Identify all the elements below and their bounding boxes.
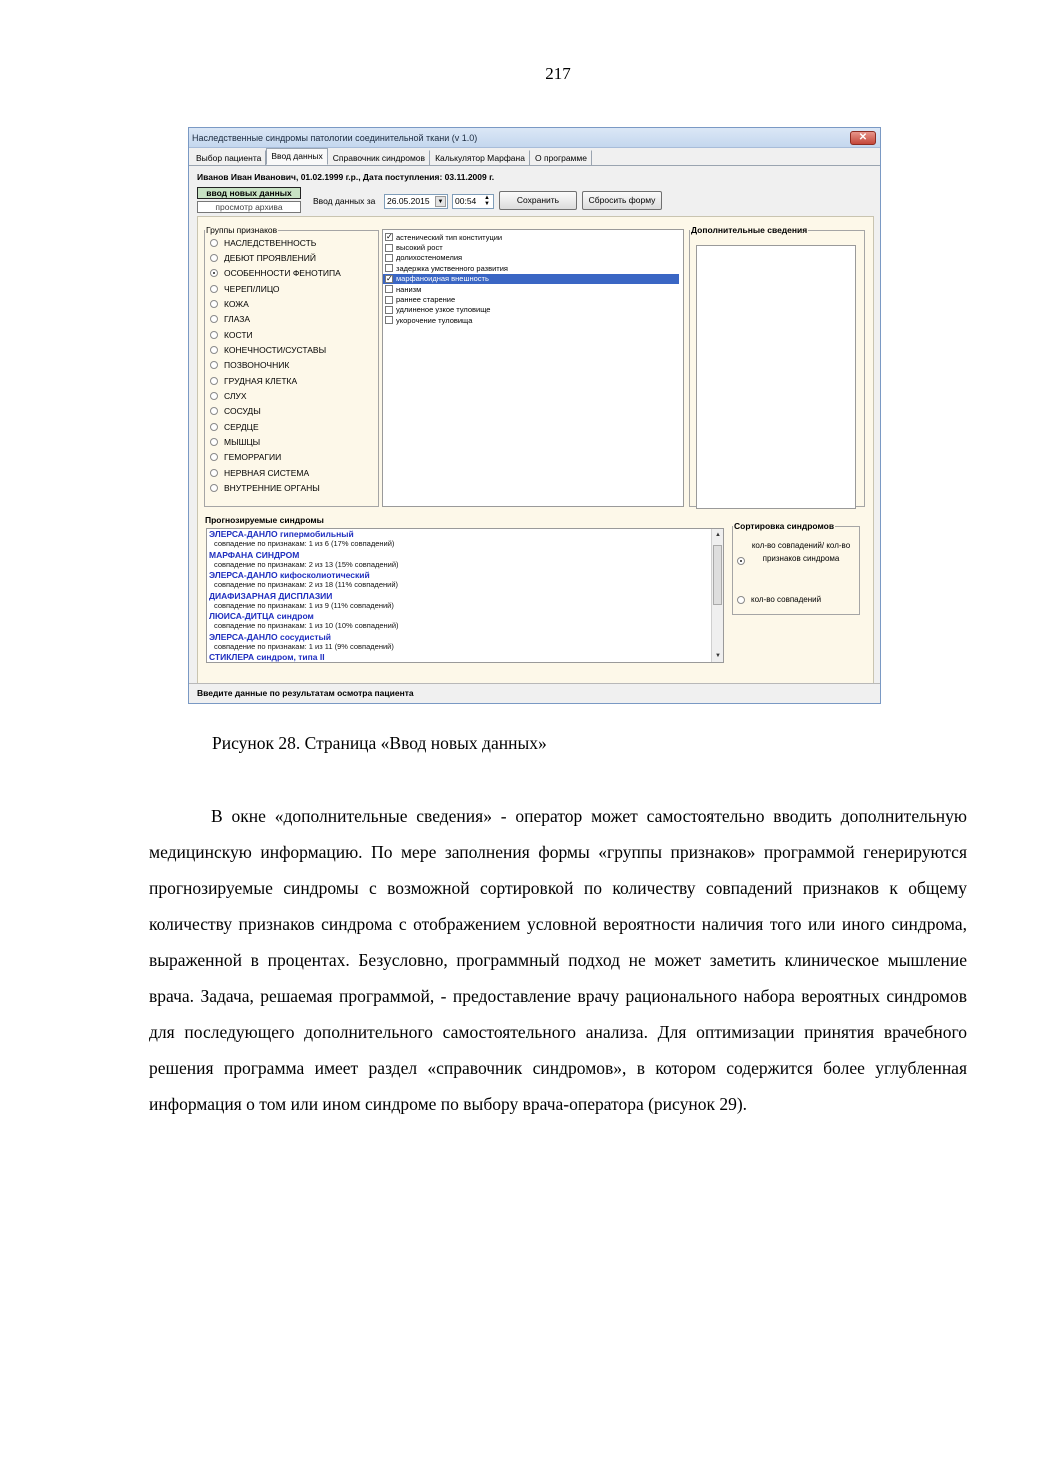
patient-info: Иванов Иван Иванович, 01.02.1999 г.р., Дата поступления: 03.11.2009 г.	[197, 172, 495, 182]
chevron-down-icon[interactable]: ▼	[435, 196, 446, 207]
body-paragraph: В окне «дополнительные сведения» - оператор может самостоятельно вводить дополнительную медицинскую информацию. По мере заполнения формы «группы признаков» программой генерируются прогнозируемые синдромы с возможной сортировкой по количеству совпадений признаков к общему количеству признаков синдрома с отображением условной вероятности наличия того или иного синдрома, выраженной в процентах. Безусловно, программный подход не может заметить клиническое мышление врача. Задача, решаемая программой, - предоставление врачу рационального набора вероятных синдромов для последующего дополнительного самостоятельного анализа. Для оптимизации принятия врачебного решения программа имеет раздел «справочник синдромов», в котором содержится более углубленная информация о том или ином синдроме по выбору врача-оператора (рисунок 29).	[149, 806, 967, 1114]
feature-label: марфаноидная внешность	[396, 274, 489, 284]
features-checklist	[382, 229, 684, 507]
tab-patient-select[interactable]: Выбор пациента	[191, 150, 266, 165]
predicted-syndromes-list[interactable]	[206, 528, 724, 663]
checkbox[interactable]	[385, 316, 393, 324]
syndrome-entry[interactable]	[207, 570, 723, 591]
feature-group-item[interactable]	[205, 481, 378, 496]
feature-groups-legend: Группы признаков	[206, 225, 278, 235]
feature-group-item[interactable]	[205, 434, 378, 449]
feature-label: астенический тип конституции	[396, 232, 503, 242]
checkbox[interactable]	[385, 285, 393, 293]
feature-label: раннее старение	[396, 295, 456, 305]
feature-group-label: КОСТИ	[224, 329, 253, 340]
radio-button[interactable]	[210, 361, 218, 369]
feature-group-list	[205, 235, 378, 496]
feature-group-item[interactable]	[205, 358, 378, 373]
radio-button[interactable]	[210, 285, 218, 293]
tab-about[interactable]: О программе	[530, 150, 592, 165]
feature-item[interactable]	[383, 284, 683, 294]
feature-group-item[interactable]	[205, 342, 378, 357]
time-picker[interactable]	[452, 194, 494, 209]
feature-group-item[interactable]	[205, 296, 378, 311]
radio-button[interactable]	[210, 453, 218, 461]
feature-group-label: НАСЛЕДСТВЕННОСТЬ	[224, 237, 317, 248]
sort-syndromes-box	[732, 521, 860, 615]
feature-group-item[interactable]	[205, 235, 378, 250]
tab-marfan-calculator[interactable]: Калькулятор Марфана	[430, 150, 530, 165]
sort-option-ratio-label: кол-во совпадений/ кол-во признаков синдрома	[751, 541, 851, 563]
feature-group-label: ДЕБЮТ ПРОЯВЛЕНИЙ	[224, 253, 317, 264]
checkbox-checked[interactable]: ✓	[386, 273, 393, 283]
reset-form-button[interactable]: Сбросить форму	[582, 191, 662, 210]
radio-button[interactable]	[210, 423, 218, 431]
syndrome-match-detail: совпадение по признакам: 1 из 10 (10% совпадений)	[214, 621, 399, 630]
checkbox[interactable]	[385, 296, 393, 304]
radio-button[interactable]	[210, 239, 218, 247]
archive-view-button[interactable]: просмотр архива	[197, 201, 301, 213]
syndrome-name: ДИАФИЗАРНАЯ ДИСПЛАЗИИ	[209, 590, 333, 601]
feature-label: удлиненое узкое туловище	[396, 305, 491, 315]
syndrome-match-detail: совпадение по признакам: 2 из 18 (11% совпадений)	[214, 580, 399, 589]
radio-button[interactable]	[210, 300, 218, 308]
feature-group-label: ГРУДНАЯ КЛЕТКА	[224, 375, 298, 386]
date-label: Ввод данных за	[313, 196, 376, 206]
page-number: 217	[545, 64, 571, 83]
syndrome-name: ЛЮИСА-ДИТЦА синдром	[209, 611, 314, 621]
tab-syndrome-reference[interactable]: Справочник синдромов	[328, 150, 430, 165]
syndrome-match-detail: совпадение по признакам: 1 из 6 (17% совпадений)	[214, 539, 395, 548]
feature-item[interactable]	[383, 232, 683, 242]
extra-info-textarea[interactable]	[696, 245, 856, 509]
feature-group-item[interactable]	[205, 250, 378, 265]
date-picker[interactable]	[384, 194, 448, 209]
window-title: Наследственные синдромы патологии соединительной ткани (v 1.0)	[192, 132, 478, 143]
feature-group-label: ВНУТРЕННИЕ ОРГАНЫ	[224, 483, 320, 494]
sort-syndromes-legend: Сортировка синдромов	[734, 521, 835, 531]
syndrome-name: ЭЛЕРСА-ДАНЛО гипермобильный	[209, 529, 354, 539]
sort-option-ratio[interactable]	[737, 539, 855, 565]
radio-button[interactable]	[210, 346, 218, 354]
radio-button[interactable]	[210, 315, 218, 323]
feature-group-label: ЧЕРЕП/ЛИЦО	[224, 283, 280, 294]
feature-group-item[interactable]	[205, 373, 378, 388]
radio-button[interactable]	[210, 438, 218, 446]
radio-button[interactable]	[210, 484, 218, 492]
date-value: 26.05.2015	[387, 196, 430, 206]
time-value: 00:54	[455, 196, 477, 206]
feature-item[interactable]	[383, 305, 683, 315]
feature-label: задержка умственного развития	[396, 263, 508, 273]
feature-group-label: ГЛАЗА	[224, 314, 251, 325]
syndrome-entry[interactable]	[207, 632, 723, 653]
feature-item[interactable]	[383, 253, 683, 263]
feature-group-item[interactable]	[205, 450, 378, 465]
tab-data-entry[interactable]: Ввод данных	[266, 148, 327, 165]
feature-label: долихостеномелия	[396, 253, 463, 263]
checkbox[interactable]	[385, 306, 393, 314]
syndrome-name: МАРФАНА СИНДРОМ	[209, 549, 300, 560]
window-titlebar	[189, 128, 880, 148]
extra-info-legend: Дополнительные сведения	[691, 225, 808, 235]
radio-count[interactable]	[737, 596, 745, 604]
sort-option-count-label: кол-во совпадений	[751, 595, 822, 604]
feature-group-item[interactable]	[205, 327, 378, 342]
feature-groups-box	[204, 225, 379, 507]
close-icon[interactable]: ✕	[850, 131, 876, 145]
feature-label: нанизм	[396, 284, 422, 294]
sort-option-count[interactable]	[737, 593, 821, 606]
feature-group-label: ПОЗВОНОЧНИК	[224, 360, 290, 371]
syndrome-match-detail: совпадение по признакам: 1 из 11 (9% совпадений)	[214, 641, 394, 651]
radio-ratio[interactable]	[737, 557, 745, 565]
feature-item[interactable]	[383, 242, 683, 252]
radio-button[interactable]	[210, 269, 218, 277]
syndrome-name: ЭЛЕРСА-ДАНЛО сосудистый	[209, 631, 332, 642]
scroll-thumb[interactable]	[713, 545, 722, 605]
syndrome-match-detail: совпадение по признакам: 2 из 13 (15% совпадений)	[214, 559, 399, 569]
radio-button[interactable]	[210, 392, 218, 400]
checkbox-checked[interactable]: ✓	[386, 232, 393, 242]
feature-label: высокий рост	[396, 243, 443, 253]
feature-group-item[interactable]	[205, 312, 378, 327]
scroll-down-icon[interactable]: ▼	[715, 653, 721, 659]
syndrome-entry[interactable]	[207, 591, 723, 612]
content-panel	[197, 216, 874, 694]
feature-group-item[interactable]	[205, 388, 378, 403]
feature-item[interactable]	[383, 263, 683, 273]
syndrome-name: СТИКЛЕРА синдром, типа II	[209, 652, 325, 662]
syndrome-entry[interactable]	[207, 652, 723, 662]
feature-group-item[interactable]	[205, 281, 378, 296]
checkbox[interactable]	[385, 254, 393, 262]
radio-button[interactable]	[210, 407, 218, 415]
status-bar: Введите данные по результатам осмотра пациента	[189, 683, 880, 703]
feature-group-label: ОСОБЕННОСТИ ФЕНОТИПА	[224, 268, 341, 279]
radio-button[interactable]	[210, 254, 218, 262]
syndrome-entry[interactable]	[207, 611, 723, 632]
syndrome-entry[interactable]	[207, 550, 723, 571]
feature-group-label: МЫШЦЫ	[224, 437, 261, 448]
feature-item[interactable]	[383, 315, 683, 325]
tab-bar	[189, 150, 880, 166]
feature-group-label: СЛУХ	[224, 391, 247, 402]
feature-group-item[interactable]	[205, 404, 378, 419]
spinner-icon[interactable]: ▲ ▼	[484, 195, 490, 207]
feature-group-label: СЕРДЦЕ	[224, 421, 259, 432]
feature-group-item[interactable]	[205, 419, 378, 434]
new-data-button[interactable]: ввод новых данных	[197, 187, 301, 199]
feature-label: укорочение туловища	[396, 315, 473, 325]
extra-info-box	[689, 225, 865, 507]
radio-button[interactable]	[210, 331, 218, 339]
save-button[interactable]: Сохранить	[499, 191, 577, 210]
radio-button[interactable]	[210, 377, 218, 385]
syndrome-entry[interactable]	[207, 529, 723, 550]
feature-group-item[interactable]	[205, 266, 378, 281]
feature-item[interactable]	[383, 274, 679, 284]
checkbox[interactable]	[385, 264, 393, 272]
scrollbar[interactable]	[711, 529, 723, 662]
radio-button[interactable]	[210, 469, 218, 477]
syndrome-name: ЭЛЕРСА-ДАНЛО кифосколиотический	[209, 570, 370, 580]
app-window-screenshot	[188, 127, 881, 704]
feature-group-label: КОНЕЧНОСТИ/СУСТАВЫ	[224, 345, 327, 356]
feature-group-label: СОСУДЫ	[224, 406, 261, 417]
checkbox[interactable]	[385, 244, 393, 252]
predicted-syndromes-label: Прогнозируемые синдромы	[205, 515, 324, 525]
feature-group-label: КОЖА	[224, 299, 249, 310]
scroll-up-icon[interactable]: ▲	[715, 532, 721, 538]
syndrome-entries	[207, 529, 723, 662]
feature-group-item[interactable]	[205, 465, 378, 480]
feature-group-label: НЕРВНАЯ СИСТЕМА	[224, 467, 310, 478]
syndrome-match-detail: совпадение по признакам: 1 из 9 (11% совпадений)	[214, 600, 394, 610]
figure-caption: Рисунок 28. Страница «Ввод новых данных»	[212, 733, 547, 753]
feature-group-label: ГЕМОРРАГИИ	[224, 452, 282, 463]
feature-item[interactable]	[383, 294, 683, 304]
